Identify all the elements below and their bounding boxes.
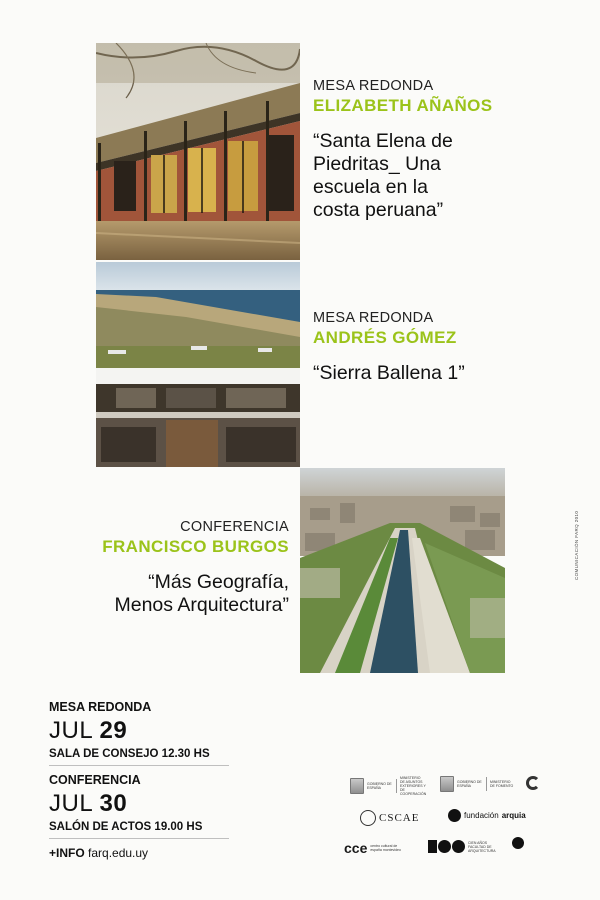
schedule-place: SALA DE CONSEJO 12.30 HS (49, 748, 210, 760)
event-type: CONFERENCIA (180, 519, 289, 535)
logo-fundacion-arquia: fundación arquia (448, 809, 526, 822)
schedule-type: MESA REDONDA (49, 700, 152, 714)
schedule-place: SALÓN DE ACTOS 19.00 HS (49, 821, 203, 833)
logo-farq-icon (512, 837, 524, 849)
logo-cce: cce centro cultural de españa montevideo (344, 840, 401, 856)
speaker-name: ELIZABETH AÑAÑOS (313, 96, 493, 115)
vertical-credit: COMUNICACIÓN FARQ 2010 (574, 510, 579, 580)
event-type: MESA REDONDA (313, 78, 434, 94)
talk-title: “Sierra Ballena 1” (313, 362, 465, 384)
logo-cscae: CSCAE (360, 810, 419, 826)
schedule-date: JUL 30 (49, 790, 128, 817)
photo-santa-elena-school (96, 43, 300, 260)
schedule-item-1 (49, 700, 229, 760)
cscae-seal-icon (360, 810, 376, 826)
talk-title: “Más Geografía, Menos Arquitectura” (114, 571, 289, 616)
arquia-q-icon (448, 809, 461, 822)
schedule-type: CONFERENCIA (49, 773, 141, 787)
logo-c-mark-icon (526, 776, 540, 790)
speaker-name: ANDRÉS GÓMEZ (313, 328, 457, 347)
logo-gobierno-espana-exteriores: GOBIERNO DE ESPAÑA MINISTERIO DE ASUNTOS EXTERIORES Y DE COOPERACIÓN (350, 776, 426, 796)
photo-madrid-rio-aerial (300, 468, 505, 673)
event-block-3 (60, 519, 289, 617)
event-block-1 (313, 78, 583, 222)
more-info: +INFO farq.edu.uy (49, 846, 149, 860)
divider (49, 838, 229, 839)
schedule-item-2 (49, 773, 229, 833)
info-link[interactable]: farq.edu.uy (88, 846, 149, 860)
divider (49, 765, 229, 766)
talk-title: “Santa Elena de Piedritas_ Una escuela en la costa peruana” (313, 130, 453, 221)
spain-crest-icon (440, 776, 454, 792)
logo-gobierno-espana-fomento: GOBIERNO DE ESPAÑA MINISTERIO DE FOMENTO (440, 776, 516, 792)
event-block-2 (313, 310, 583, 385)
schedule-date: JUL 29 (49, 717, 128, 744)
speaker-name: FRANCISCO BURGOS (102, 537, 289, 556)
event-type: MESA REDONDA (313, 310, 434, 326)
photo-sierra-ballena (96, 262, 300, 467)
spain-crest-icon (350, 778, 364, 794)
logo-cien-anos-facultad: CIEN AÑOS FACULTAD DE ARQUITECTURA (428, 840, 502, 853)
cien-anos-mark-icon (428, 840, 465, 853)
